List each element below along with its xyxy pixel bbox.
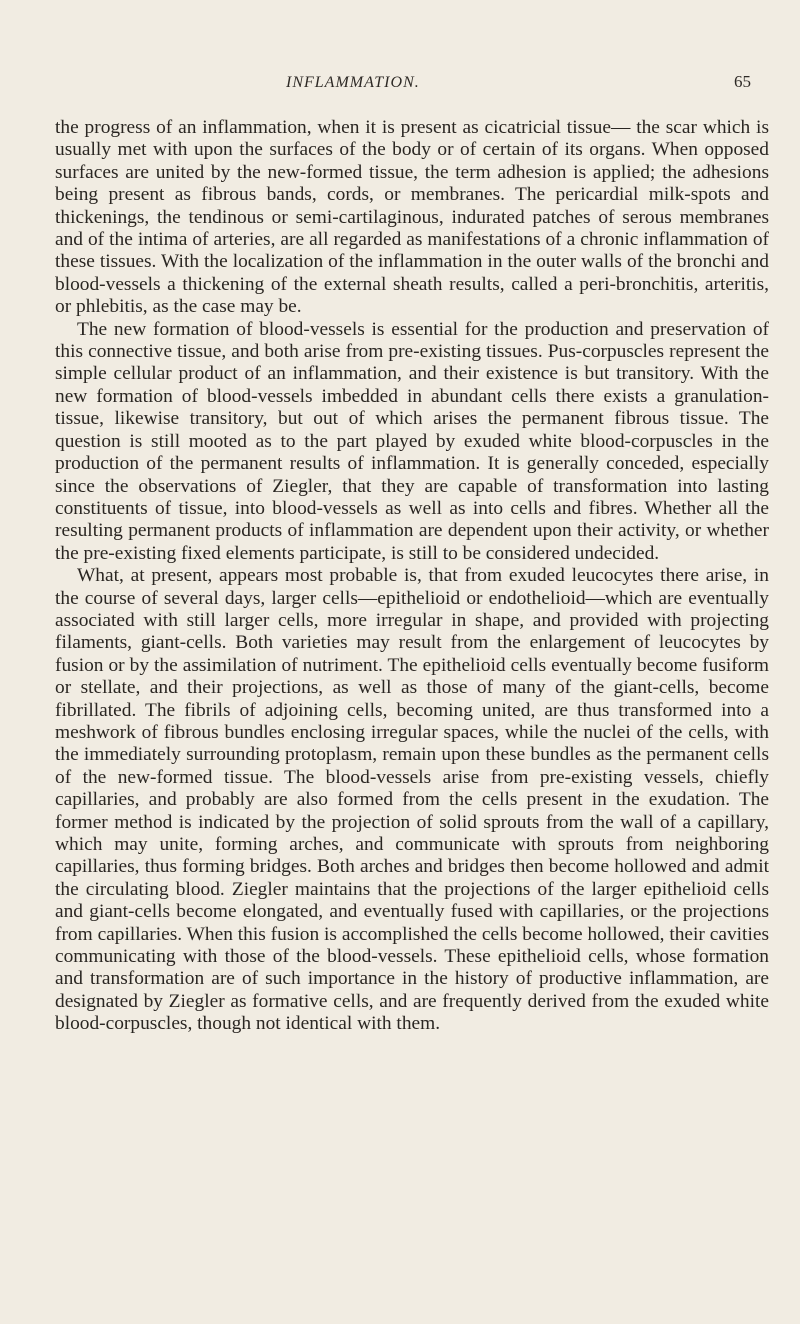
page-number: 65: [734, 72, 751, 91]
paragraph-3: What, at present, appears most probable is, that from exuded leucocytes there arise, in the course of several days, larger cells—epithelioid or endothelioid—which are eventually associated with still larger cells, more irregular in shape, and provided with projecting filaments, giant-cells. Both varieties may result from the enlargement of leucocytes by fusion or by the assimilation of nutriment. The epithelioid cells eventually become fusiform or stellate, and their projections, as well as those of many of the giant-cells, become fibrillated. The fibrils of adjoining cells, becoming united, are thus transformed into a meshwork of fibrous bundles enclosing irregular spaces, while the nuclei of the cells, with the immediately surrounding protoplasm, remain upon these bundles as the permanent cells of the new-formed tissue. The blood-vessels arise from pre-existing vessels, chiefly capillaries, and probably are also formed from the cells present in the exudation. The former method is indicated by the projection of solid sprouts from the wall of a capillary, which may unite, forming arches, and communicate with sprouts from neighboring capillaries, thus forming bridges. Both arches and bridges then become hollowed and admit the circulating blood. Ziegler maintains that the projections of the larger epithelioid cells and giant-cells become elongated, and eventually fused with capillaries, or the projections from capillaries. When this fusion is accomplished the cells become hollowed, their cavities communicating with those of the blood-vessels. These epithelioid cells, whose formation and transformation are of such importance in the history of productive inflammation, are designated by Ziegler as formative cells, and are frequently derived from the exuded white blood-corpuscles, though not identical with them.: [55, 565, 769, 1035]
body-text: [55, 117, 769, 1036]
running-head: INFLAMMATION.: [286, 74, 420, 91]
paragraph-1: the progress of an inflammation, when it is present as cicatricial tissue— the scar which is usually met with upon the surfaces of the body or of certain of its organs. When opposed surfaces are united by the new-formed tissue, the term adhesion is applied; the adhesions being present as fibrous bands, cords, or membranes. The pericardial milk-spots and thickenings, the tendinous or semi-cartilaginous, indurated patches of serous membranes and of the intima of arteries, are all regarded as manifestations of a chronic inflammation of these tissues. With the localization of the inflammation in the outer walls of the bronchi and blood-vessels a thickening of the external sheath results, called a peri-bronchitis, arteritis, or phlebitis, as the case may be.: [55, 117, 769, 318]
paragraph-2: The new formation of blood-vessels is essential for the production and preservation of this connective tissue, and both arise from pre-existing tissues. Pus-corpuscles represent the simple cellular product of an inflammation, and their existence is but transitory. With the new formation of blood-vessels imbedded in abundant cells there exists a granulation-tissue, likewise transitory, but out of which arises the permanent fibrous tissue. The question is still mooted as to the part played by exuded white blood-corpuscles in the production of the permanent results of inflammation. It is generally conceded, especially since the observations of Ziegler, that they are capable of transformation into lasting constituents of tissue, into blood-vessels as well as into cells and fibres. Whether all the resulting permanent products of inflammation are dependent upon their activity, or whether the pre-existing fixed elements participate, is still to be considered undecided.: [55, 318, 769, 564]
